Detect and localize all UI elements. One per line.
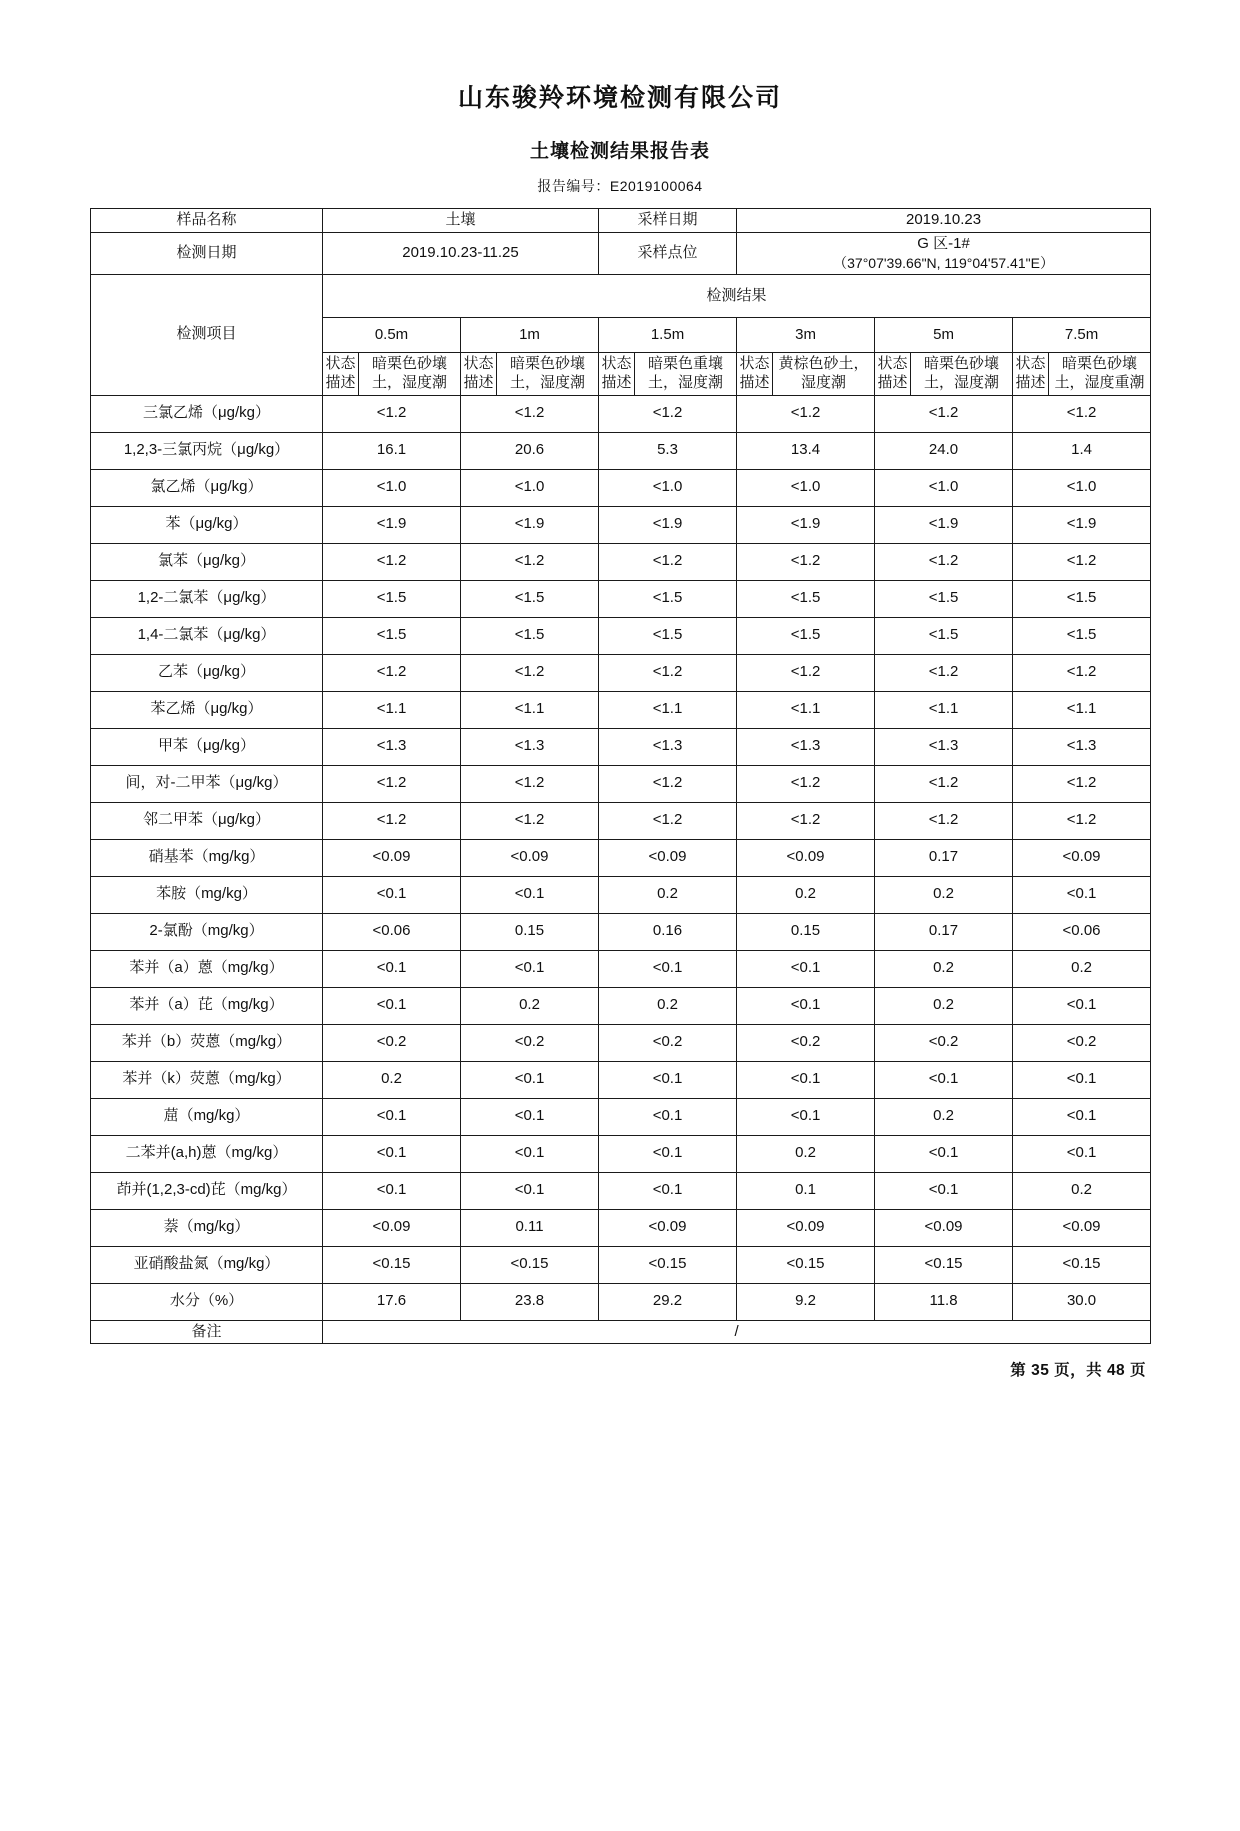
depth-header-4: 5m: [875, 318, 1013, 353]
sampling-point-label: 采样点位: [599, 232, 737, 274]
analyte-name: 苯胺（mg/kg）: [91, 876, 323, 913]
result-value: 0.1: [737, 1172, 875, 1209]
analyte-name: 1,4-二氯苯（μg/kg）: [91, 617, 323, 654]
result-value: <1.2: [1013, 395, 1151, 432]
result-value: <1.2: [875, 654, 1013, 691]
result-value: <1.2: [323, 395, 461, 432]
state-description-0: 暗栗色砂壤土，湿度潮: [359, 353, 461, 396]
table-row: [91, 1061, 1151, 1098]
result-column-header: 检测结果: [323, 275, 1151, 318]
result-value: <0.1: [461, 1172, 599, 1209]
result-value: <1.2: [875, 395, 1013, 432]
result-value: <1.2: [323, 543, 461, 580]
result-value: <1.2: [737, 543, 875, 580]
result-value: <1.3: [875, 728, 1013, 765]
analyte-name: 苯并（a）芘（mg/kg）: [91, 987, 323, 1024]
table-row: [91, 802, 1151, 839]
page-footer: 第 35 页，共 48 页: [1010, 1362, 1146, 1380]
result-value: 16.1: [323, 432, 461, 469]
results-table-container: [90, 208, 1150, 1344]
result-value: <1.2: [737, 654, 875, 691]
analyte-name: 1,2-二氯苯（μg/kg）: [91, 580, 323, 617]
table-row: [91, 543, 1151, 580]
result-value: <0.09: [737, 839, 875, 876]
result-value: <0.1: [461, 1061, 599, 1098]
result-value: <1.2: [875, 802, 1013, 839]
result-value: <1.1: [323, 691, 461, 728]
result-value: <1.2: [599, 802, 737, 839]
report-number: 报告编号：E2019100064: [537, 178, 703, 194]
depth-header-3: 3m: [737, 318, 875, 353]
sampling-date-value: 2019.10.23: [737, 209, 1151, 233]
result-value: <1.5: [737, 617, 875, 654]
result-value: <1.2: [599, 395, 737, 432]
state-label-5: 状态描述: [1013, 353, 1049, 396]
table-row: [91, 1172, 1151, 1209]
result-value: <1.5: [1013, 617, 1151, 654]
table-row: [91, 654, 1151, 691]
sample-name-value: 土壤: [323, 209, 599, 233]
result-value: <1.2: [323, 765, 461, 802]
table-row-result-header: [91, 275, 1151, 318]
analyte-name: 苯并（k）荧蒽（mg/kg）: [91, 1061, 323, 1098]
result-value: <0.1: [461, 950, 599, 987]
result-value: 0.15: [461, 913, 599, 950]
result-value: <0.09: [599, 839, 737, 876]
result-value: <0.1: [599, 1135, 737, 1172]
analyte-name: 苯（μg/kg）: [91, 506, 323, 543]
result-value: 0.2: [599, 987, 737, 1024]
result-value: <0.1: [737, 1061, 875, 1098]
sampling-point-value: [737, 232, 1151, 274]
result-value: 0.2: [1013, 1172, 1151, 1209]
result-value: <1.5: [737, 580, 875, 617]
result-value: 5.3: [599, 432, 737, 469]
result-value: <0.09: [323, 1209, 461, 1246]
table-row: [91, 765, 1151, 802]
result-value: <0.1: [323, 876, 461, 913]
result-value: <1.5: [323, 580, 461, 617]
sampling-date-label: 采样日期: [599, 209, 737, 233]
analyte-name: 邻二甲苯（μg/kg）: [91, 802, 323, 839]
state-label-4: 状态描述: [875, 353, 911, 396]
state-description-1: 暗栗色砂壤土，湿度潮: [497, 353, 599, 396]
table-row: [91, 432, 1151, 469]
result-value: <1.2: [875, 543, 1013, 580]
test-date-label: 检测日期: [91, 232, 323, 274]
document-title: 土壤检测结果报告表: [529, 141, 710, 162]
state-label-3: 状态描述: [737, 353, 773, 396]
result-value: 0.2: [737, 876, 875, 913]
table-row: [91, 1209, 1151, 1246]
result-value: 0.2: [875, 1098, 1013, 1135]
table-row: [91, 1246, 1151, 1283]
analyte-name: 2-氯酚（mg/kg）: [91, 913, 323, 950]
result-value: <0.2: [875, 1024, 1013, 1061]
analyte-name: 三氯乙烯（μg/kg）: [91, 395, 323, 432]
table-row: [91, 1283, 1151, 1320]
analyte-name: 亚硝酸盐氮（mg/kg）: [91, 1246, 323, 1283]
result-value: 0.16: [599, 913, 737, 950]
result-value: <0.1: [1013, 876, 1151, 913]
result-value: <1.1: [737, 691, 875, 728]
result-value: <0.2: [1013, 1024, 1151, 1061]
result-value: <0.2: [461, 1024, 599, 1061]
result-value: 24.0: [875, 432, 1013, 469]
state-label-2: 状态描述: [599, 353, 635, 396]
table-row: [91, 728, 1151, 765]
result-value: <0.09: [323, 839, 461, 876]
result-value: <1.2: [599, 543, 737, 580]
table-row: [91, 469, 1151, 506]
table-row: [91, 395, 1151, 432]
remark-value: /: [323, 1320, 1151, 1344]
analyte-name: 苯乙烯（μg/kg）: [91, 691, 323, 728]
result-value: 0.17: [875, 913, 1013, 950]
result-value: <1.3: [323, 728, 461, 765]
table-row: [91, 691, 1151, 728]
result-value: <1.1: [461, 691, 599, 728]
depth-header-2: 1.5m: [599, 318, 737, 353]
result-value: 0.2: [875, 876, 1013, 913]
result-value: <1.5: [599, 617, 737, 654]
analyte-name: 水分（%）: [91, 1283, 323, 1320]
state-description-4: 暗栗色砂壤土，湿度潮: [911, 353, 1013, 396]
table-row: [91, 580, 1151, 617]
table-row-remark: [91, 1320, 1151, 1344]
result-value: <1.5: [599, 580, 737, 617]
result-value: <0.1: [323, 1135, 461, 1172]
result-value: 0.2: [323, 1061, 461, 1098]
table-row: [91, 1135, 1151, 1172]
result-value: <0.09: [875, 1209, 1013, 1246]
depth-header-1: 1m: [461, 318, 599, 353]
result-value: <1.2: [323, 654, 461, 691]
result-value: <0.1: [323, 950, 461, 987]
result-value: <0.1: [461, 1098, 599, 1135]
result-value: <0.2: [599, 1024, 737, 1061]
analyte-name: 氯苯（μg/kg）: [91, 543, 323, 580]
result-value: <1.2: [1013, 802, 1151, 839]
table-row: [91, 1024, 1151, 1061]
result-value: <0.1: [1013, 1135, 1151, 1172]
result-value: 0.2: [1013, 950, 1151, 987]
result-value: <1.2: [737, 395, 875, 432]
analyte-name: 硝基苯（mg/kg）: [91, 839, 323, 876]
result-value: 0.17: [875, 839, 1013, 876]
table-row-test-date: [91, 232, 1151, 274]
result-value: <1.2: [737, 765, 875, 802]
analyte-name: 氯乙烯（μg/kg）: [91, 469, 323, 506]
result-value: <1.2: [323, 802, 461, 839]
result-value: 9.2: [737, 1283, 875, 1320]
state-description-2: 暗栗色重壤土，湿度潮: [635, 353, 737, 396]
result-value: <0.2: [737, 1024, 875, 1061]
sampling-point-coordinates: （37°07'39.66"N, 119°04'57.41"E）: [833, 254, 1054, 271]
table-row: [91, 506, 1151, 543]
table-row: [91, 950, 1151, 987]
company-title: 山东骏羚环境检测有限公司: [457, 84, 782, 112]
result-value: <0.1: [599, 1098, 737, 1135]
analyte-name: 1,2,3-三氯丙烷（μg/kg）: [91, 432, 323, 469]
state-description-3: 黄棕色砂土，湿度潮: [773, 353, 875, 396]
result-value: <1.5: [461, 580, 599, 617]
result-value: <1.2: [461, 765, 599, 802]
result-value: <1.1: [599, 691, 737, 728]
sample-name-label: 样品名称: [91, 209, 323, 233]
result-value: <0.06: [1013, 913, 1151, 950]
result-value: <1.1: [1013, 691, 1151, 728]
analyte-name: 乙苯（μg/kg）: [91, 654, 323, 691]
result-value: <1.2: [737, 802, 875, 839]
result-value: <1.0: [323, 469, 461, 506]
result-value: <1.9: [875, 506, 1013, 543]
result-value: <0.1: [875, 1172, 1013, 1209]
state-label-1: 状态描述: [461, 353, 497, 396]
result-value: <0.1: [737, 1098, 875, 1135]
result-value: <0.1: [1013, 1098, 1151, 1135]
result-value: <0.09: [1013, 839, 1151, 876]
result-value: 30.0: [1013, 1283, 1151, 1320]
result-value: <1.9: [599, 506, 737, 543]
result-value: <0.09: [599, 1209, 737, 1246]
result-value: 13.4: [737, 432, 875, 469]
state-label-0: 状态描述: [323, 353, 359, 396]
result-value: 0.11: [461, 1209, 599, 1246]
result-value: <1.0: [599, 469, 737, 506]
result-value: <1.5: [875, 617, 1013, 654]
report-page: [0, 78, 1240, 1831]
analyte-name: 䓛（mg/kg）: [91, 1098, 323, 1135]
result-value: <1.2: [461, 543, 599, 580]
result-value: <1.9: [323, 506, 461, 543]
result-value: <0.1: [875, 1061, 1013, 1098]
remark-label: 备注: [91, 1320, 323, 1344]
result-value: <0.1: [461, 1135, 599, 1172]
result-value: <1.3: [461, 728, 599, 765]
result-value: <0.06: [323, 913, 461, 950]
analyte-name: 甲苯（μg/kg）: [91, 728, 323, 765]
result-value: 0.2: [737, 1135, 875, 1172]
result-value: <0.1: [1013, 1061, 1151, 1098]
result-value: <1.0: [737, 469, 875, 506]
result-value: <1.5: [461, 617, 599, 654]
result-value: 29.2: [599, 1283, 737, 1320]
analyte-name: 苯并（b）荧蒽（mg/kg）: [91, 1024, 323, 1061]
result-value: 23.8: [461, 1283, 599, 1320]
result-value: 0.2: [599, 876, 737, 913]
analyte-name: 萘（mg/kg）: [91, 1209, 323, 1246]
state-description-5: 暗栗色砂壤土，湿度重潮: [1049, 353, 1151, 396]
result-value: <0.15: [461, 1246, 599, 1283]
depth-header-0: 0.5m: [323, 318, 461, 353]
analyte-name: 苯并（a）蒽（mg/kg）: [91, 950, 323, 987]
result-value: 1.4: [1013, 432, 1151, 469]
result-value: <0.1: [599, 1061, 737, 1098]
result-value: <0.1: [1013, 987, 1151, 1024]
result-value: <0.1: [599, 1172, 737, 1209]
result-value: <0.1: [599, 950, 737, 987]
result-value: <1.2: [1013, 543, 1151, 580]
depth-header-5: 7.5m: [1013, 318, 1151, 353]
table-row-sample-name: [91, 209, 1151, 233]
result-value: <1.9: [1013, 506, 1151, 543]
result-value: <1.2: [1013, 654, 1151, 691]
result-value: <1.0: [1013, 469, 1151, 506]
result-value: <1.1: [875, 691, 1013, 728]
result-value: <1.2: [875, 765, 1013, 802]
result-value: <0.09: [461, 839, 599, 876]
result-value: <1.5: [875, 580, 1013, 617]
result-value: <0.15: [737, 1246, 875, 1283]
result-value: <0.15: [323, 1246, 461, 1283]
result-value: <1.3: [599, 728, 737, 765]
result-value: <1.2: [599, 765, 737, 802]
sampling-point-name: G 区-1#: [917, 234, 970, 252]
result-value: <0.1: [323, 1098, 461, 1135]
analyte-name: 二苯并(a,h)蒽（mg/kg）: [91, 1135, 323, 1172]
result-value: 20.6: [461, 432, 599, 469]
result-value: <0.1: [875, 1135, 1013, 1172]
table-row: [91, 913, 1151, 950]
result-value: <1.2: [461, 395, 599, 432]
result-value: <0.09: [1013, 1209, 1151, 1246]
result-value: <1.2: [1013, 765, 1151, 802]
result-value: 11.8: [875, 1283, 1013, 1320]
result-value: <0.15: [1013, 1246, 1151, 1283]
result-value: <0.1: [737, 987, 875, 1024]
result-value: <1.0: [461, 469, 599, 506]
result-value: <1.9: [461, 506, 599, 543]
table-row: [91, 876, 1151, 913]
soil-results-table: [90, 208, 1151, 1344]
test-date-value: 2019.10.23-11.25: [323, 232, 599, 274]
table-row: [91, 839, 1151, 876]
result-value: <0.1: [323, 1172, 461, 1209]
table-row: [91, 1098, 1151, 1135]
result-value: 0.2: [875, 987, 1013, 1024]
result-value: 17.6: [323, 1283, 461, 1320]
result-value: 0.15: [737, 913, 875, 950]
result-value: <0.1: [737, 950, 875, 987]
result-value: <0.1: [461, 876, 599, 913]
result-value: 0.2: [461, 987, 599, 1024]
result-value: <1.3: [737, 728, 875, 765]
result-value: <0.1: [323, 987, 461, 1024]
analyte-name: 茚并(1,2,3-cd)芘（mg/kg）: [91, 1172, 323, 1209]
result-value: <1.5: [323, 617, 461, 654]
result-value: <1.2: [461, 654, 599, 691]
result-value: <0.2: [323, 1024, 461, 1061]
result-value: <1.2: [599, 654, 737, 691]
result-value: <1.0: [875, 469, 1013, 506]
result-value: 0.2: [875, 950, 1013, 987]
table-row: [91, 987, 1151, 1024]
result-value: <1.2: [461, 802, 599, 839]
result-value: <1.9: [737, 506, 875, 543]
table-row: [91, 617, 1151, 654]
analyte-name: 间，对-二甲苯（μg/kg）: [91, 765, 323, 802]
result-value: <0.09: [737, 1209, 875, 1246]
result-value: <0.15: [599, 1246, 737, 1283]
result-value: <0.15: [875, 1246, 1013, 1283]
result-value: <1.3: [1013, 728, 1151, 765]
item-column-header: 检测项目: [91, 275, 323, 396]
result-value: <1.5: [1013, 580, 1151, 617]
